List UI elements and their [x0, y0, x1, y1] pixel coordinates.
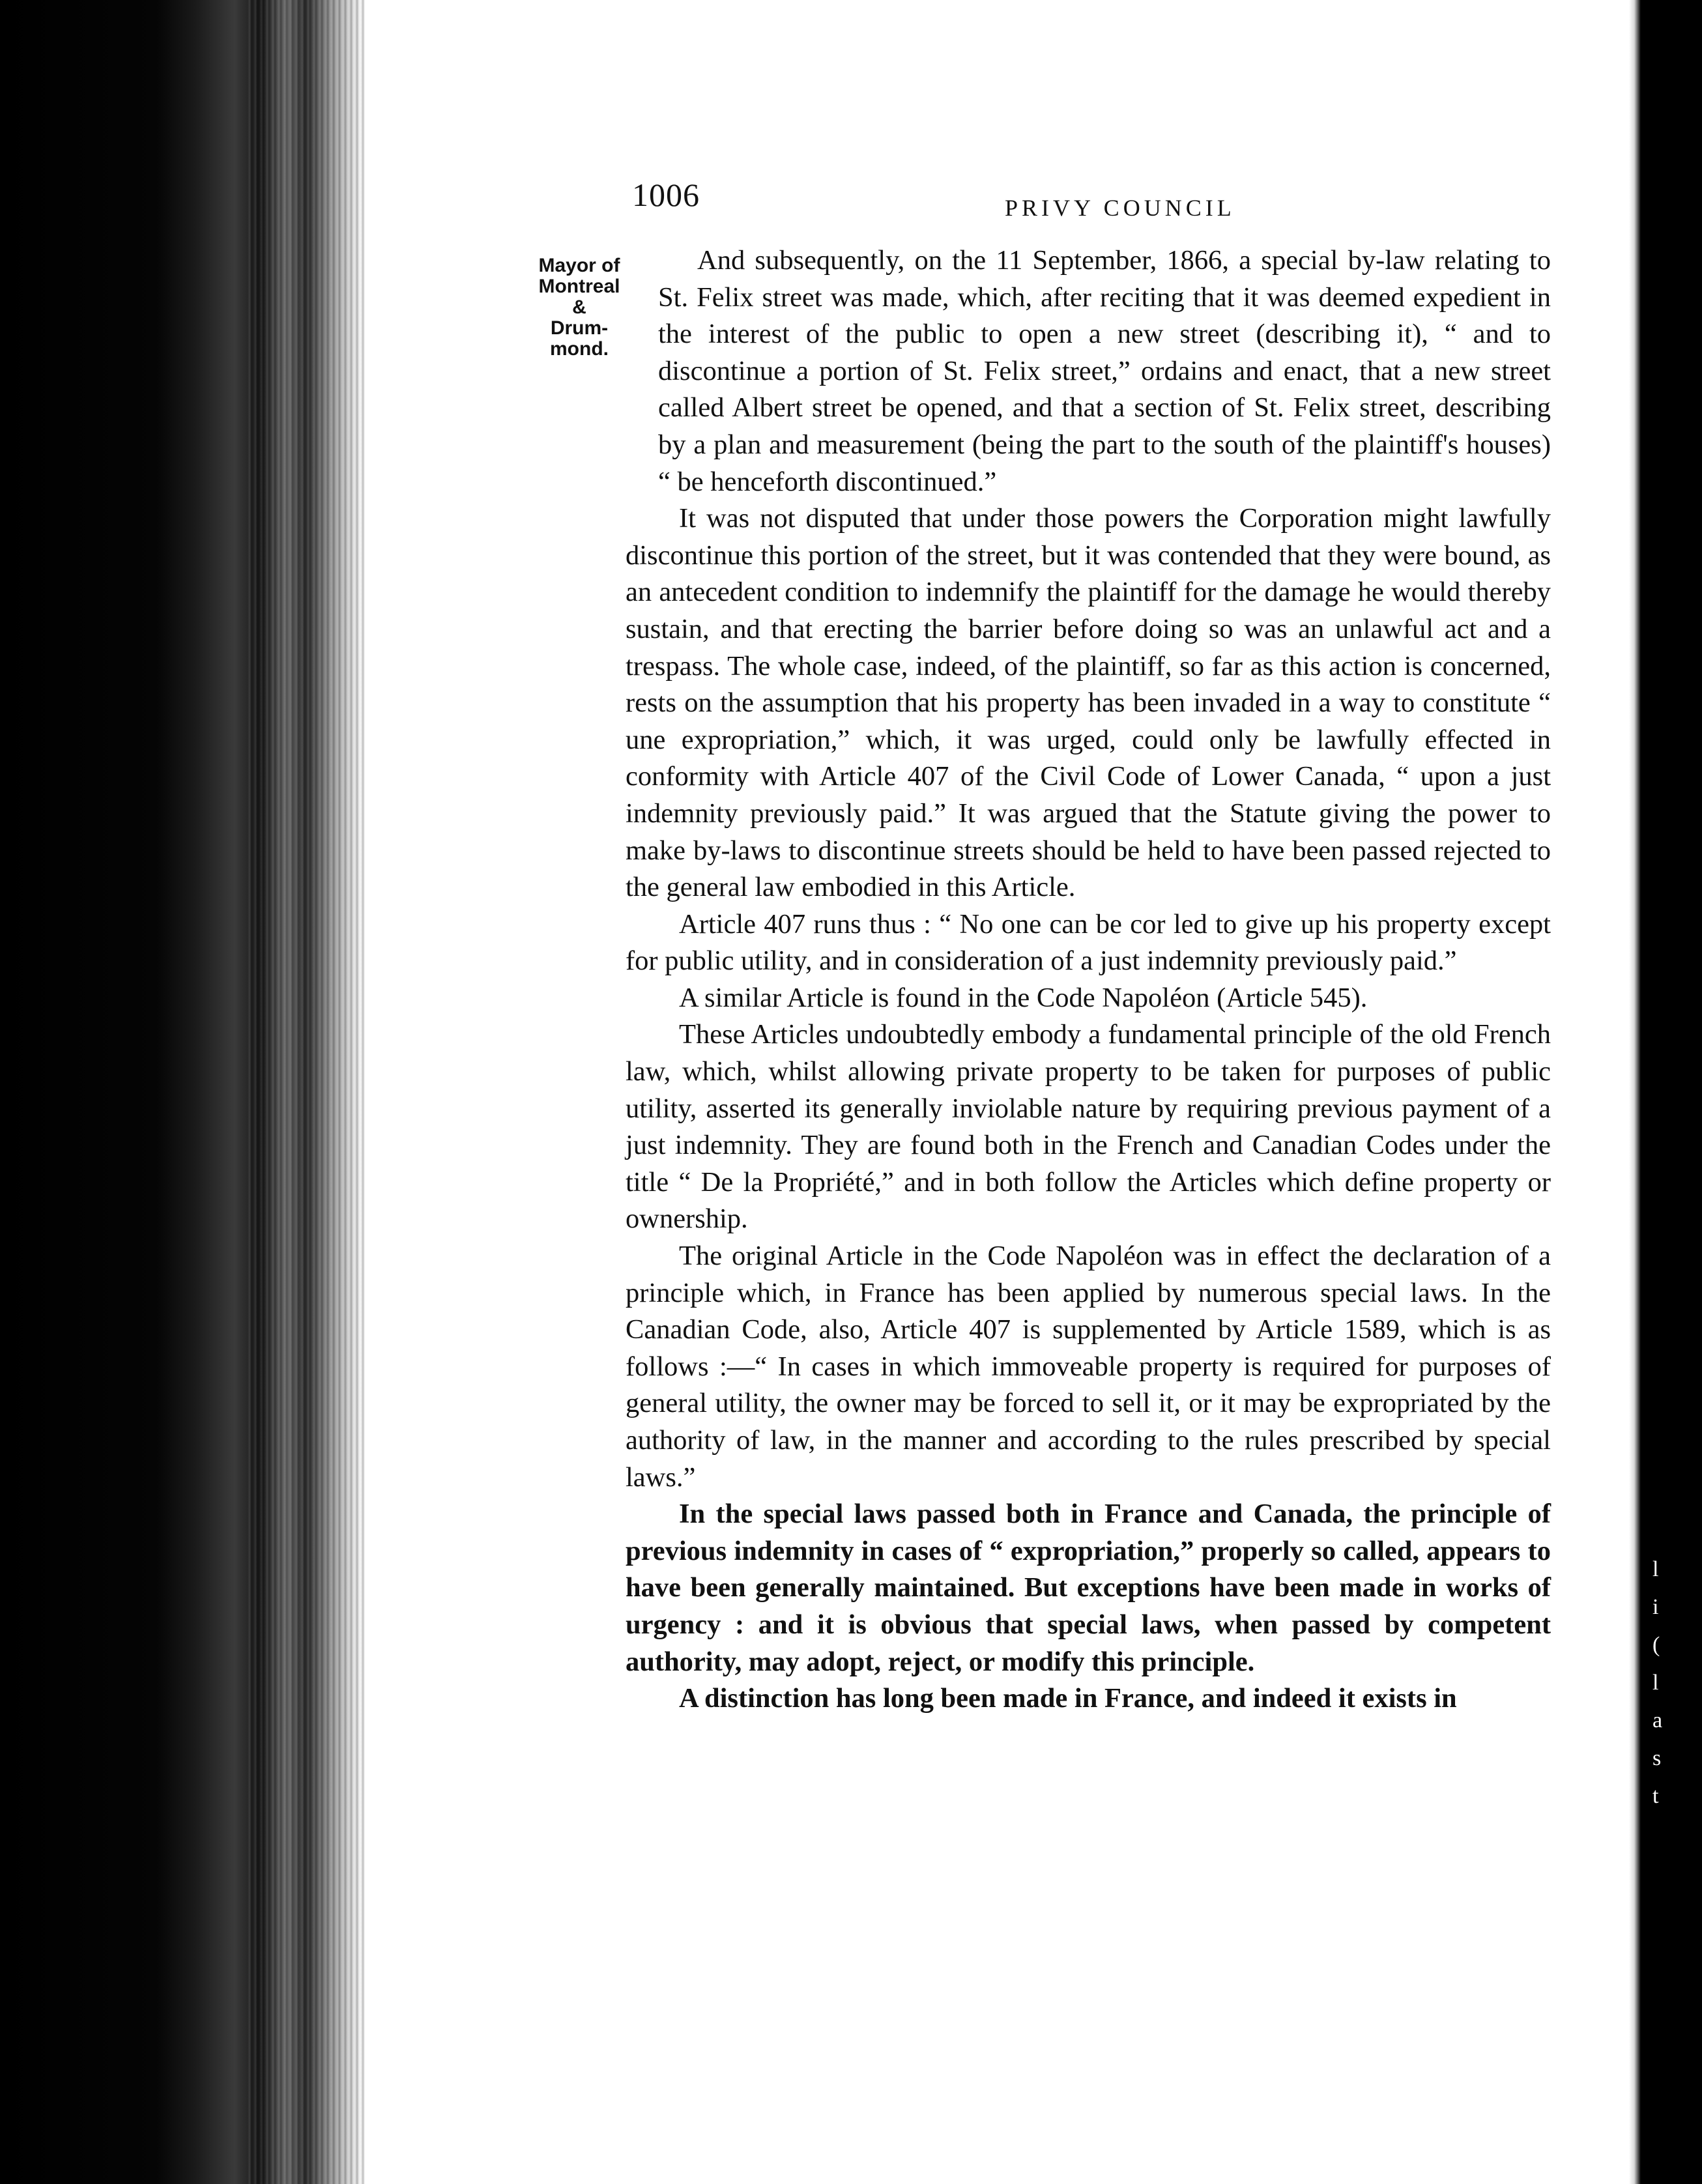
paragraph: A distinction has long been made in France, and indeed it exists in [679, 1683, 1457, 1714]
sidenote-line: Montreal [538, 276, 620, 297]
paragraph: And subsequently, on the 11 September, 1866, a special by-law relating to St. Felix street was made, which, after reciting that it was deemed expedient in the interest of the public to open a new street (describing it), “ and to discontinue a portion of St. Felix street,” ordains and enact, that a new street called Albert street be opened, and that a section of St. Felix street, describing by a plan and measurement (being the part to the south of the plaintiff's houses) “ be henceforth discontinued.” [658, 245, 1551, 497]
leaf-fragment: i [1652, 1595, 1659, 1619]
leaf-fragment: t [1652, 1784, 1659, 1808]
paragraph: In the special laws passed both in France and Canada, the principle of previous indemnity in cases of “ expropriation,” properly so called, appears to have been generally maintained. But exceptions have been made in works of urgency : and it is obvious that special laws, when passed by competent authority, may adopt, reject, or modify this principle. [626, 1499, 1551, 1677]
sidenote-line: mond. [550, 338, 609, 360]
page-number: 1006 [632, 177, 700, 213]
body-text [626, 242, 1551, 1717]
page-edge-streaks [248, 0, 365, 2184]
paragraph: The original Article in the Code Napoléon was in effect the declaration of a principle which, in France has been applied by numerous special laws. In the Canadian Code, also, Article 407 is supplemented by Article 1589, which is as follows :—“ In cases in which immoveable property is required for purposes of general utility, the owner may be forced to sell it, or it may be expropriated by the authority of law, in the manner and according to the rules prescribed by special laws.” [626, 1241, 1551, 1493]
sidenote-line: & [572, 296, 586, 318]
running-head: PRIVY COUNCIL [1005, 195, 1235, 221]
next-leaf-fragments [1652, 1551, 1685, 1815]
leaf-fragment: ( [1652, 1633, 1660, 1657]
paragraph: It was not disputed that under those powers the Corporation might lawfully discontinue this portion of the street, but it was contended that they were bound, as an antecedent condition to indemnify the plaintiff for the damage he would thereby sustain, and that erecting the barrier before doing so was an unlawful act and a trespass. The whole case, indeed, of the plaintiff, so far as this action is concerned, rests on the assumption that his property has been invaded in a way to constitute “ une expropriation,” which, it was urged, could only be lawfully effected in conformity with Article 407 of the Civil Code of Lower Canada, “ upon a just indemnity previously paid.” It was argued that the Statute giving the power to make by-laws to discontinue streets should be held to have been passed rejected to the general law embodied in this Article. [626, 503, 1551, 903]
paragraph: Article 407 runs thus : “ No one can be cor led to give up his property except for public utility, and in consideration of a just indemnity previously paid.” [626, 908, 1551, 977]
book-page [365, 0, 1629, 2184]
paragraph: A similar Article is found in the Code Napoléon (Article 545). [679, 982, 1368, 1013]
paragraph: These Articles undoubtedly embody a fundamental principle of the old French law, which, whilst allowing private property to be taken for purposes of public utility, asserted its generally inviolable nature by requiring previous payment of a just indemnity. They are found both in the French and Canadian Codes under the title “ De la Propriété,” and in both follow the Articles which define property or ownership. [626, 1019, 1551, 1235]
leaf-fragment: s [1652, 1746, 1662, 1770]
leaf-fragment: a [1652, 1708, 1663, 1732]
leaf-fragment: l [1652, 1557, 1659, 1581]
sidenote-line: Mayor of [538, 255, 620, 276]
sidenote-line: Drum- [550, 317, 609, 339]
leaf-fragment: l [1652, 1671, 1659, 1695]
right-page-edge [1629, 0, 1702, 2184]
